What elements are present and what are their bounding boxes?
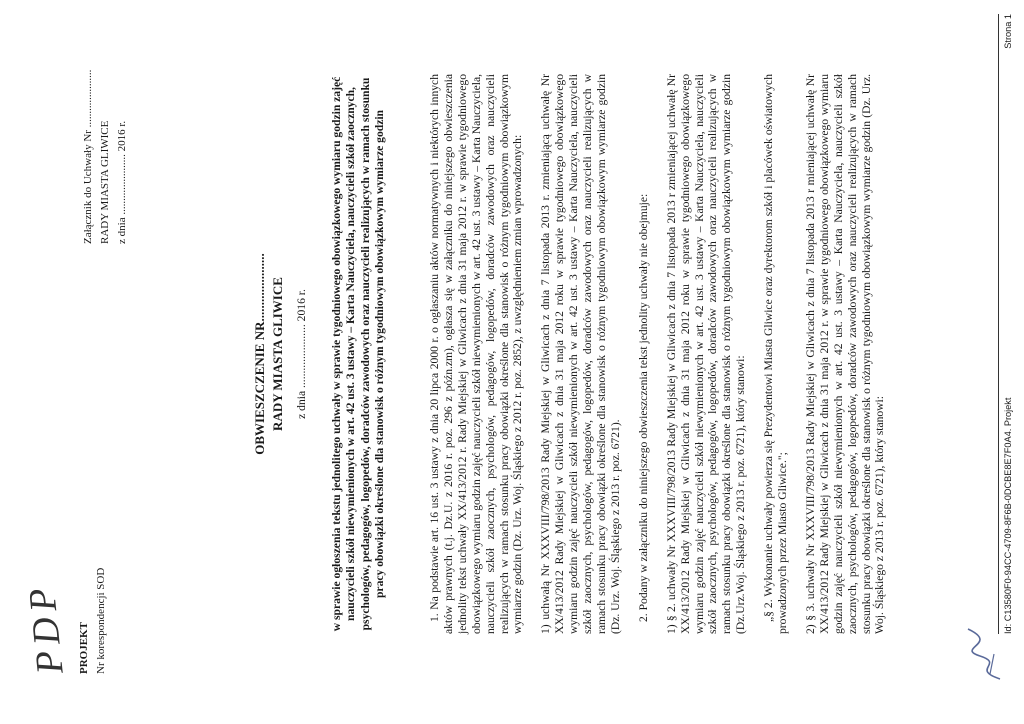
document-subject: w sprawie ogłoszenia tekstu jednolitego uchwały w sprawie tygodniowego obowiązkowego wymiaru godzin zajęć nauczycieli szkół niewymienionych w art. 42 ust. 3 ustawy – Karta Nauczyciela, nauczycieli szkół zaocznych, psychologów, pedagogów, logopedów, doradców zawodowych oraz nauczycieli realizujących w ramach stosunku pracy obowiązki określone dla stanowisk o różnym tygodniowym obowiązkowym wymiarze godzin (330, 76, 387, 632)
attachment-date: z dnia ...................... 2016 r. (116, 120, 129, 244)
paragraph-1: 1. Na podstawie art. 16 ust. 3 ustawy z dnia 20 lipca 2000 r. o ogłaszaniu aktów normatywnych i niektórych innych aktów prawnych (t.j. Dz.U. z 2016 r. poz. 296 z późn.zm), ogłasza się w załączniku do niniejszego obwieszczenia jednolity tekst uchwały XX/413/2012 r. Rady Miejskiej w Gliwicach z dnia 31 maja 2012 r. w sprawie tygodniowego obowiązkowego wymiaru godzin zajęć nauczycieli szkół niewymienionych w art. 42 ust. 3 ustawy – Karta Nauczyciela, nauczycieli szkół zaocznych, psychologów, pedagogów, logopedów, doradców zawodowych oraz nauczycieli realizujących w ramach stosunku pracy obowiązki określone dla stanowisk o różnym tygodniowym obowiązkowym wymiarze godzin (Dz. Urz. Woj. Śląskiego z 2012 r. poz. 2852), z uwzględnieniem zmian wprowadzonych: (428, 74, 525, 634)
title-line-1: OBWIESZCZENIE NR..................... (252, 253, 267, 455)
paragraph-5: „§ 2. Wykonanie uchwały powierza się Prezydentowi Miasta Gliwice oraz dyrektorom szkół i placówek oświatowych prowadzonych przez Miasto Gliwice."; (762, 74, 790, 634)
paragraph-6: 2) § 3. uchwały Nr XXXVIII/798/2013 Rady Miejskiej w Gliwicach z dnia 7 listopada 2013 r mieniającej uchwałę Nr XX/413/2012 Rady Miejskiej w Gliwicach z dnia 31 maja 2012 r. w sprawie tygodniowego obowiązkowego wymiaru godzin zajęć nauczycieli szkół niewymienionych w art. 42 ust. 3 ustawy – Karta Nauczyciela, nauczycieli szkół zaocznych, psychologów, pedagogów, logopedów, doradców zawodowych oraz nauczycieli realizujących w ramach stosunku pracy obowiązki określone dla stanowisk o różnym tygodniowym obowiązkowym wymiarze godzin (Dz. Urz. Woj. Śląskiego z 2013 r. poz. 6721), który stanowi: (803, 74, 887, 634)
document-title (252, 144, 309, 564)
attachment-header (82, 14, 130, 244)
footer-page-number: Strona 1 (1003, 14, 1013, 49)
correspondence-number-label: Nr korespondencji SOD (95, 567, 107, 674)
paragraph-4: 1) § 2. uchwały Nr XXXVIII/798/2013 Rady Miejskiej w Gliwicach z dnia 7 listopada 2013 r zmieniającej uchwałę Nr XX/413/2012 Rady Miejskiej w Gliwicach z dnia 31 maja 2012 roku w sprawie tygodniowego obowiązkowego wymiaru godzin zajęć nauczycieli szkół niewymienionych w art. 42 ust. 3 ustawy – Karta Nauczyciela, nauczycieli szkół zaocznych, psychologów, pedagogów, logopedów, doradców zawodowych oraz nauczycieli realizujących w ramach stosunku pracy obowiązki określone dla stanowisk o różnym tygodniowym obowiązkowym wymiarze godzin (Dz.Urz.Woj. Śląskiego z 2013 r. poz. 6721), który stanowi: (664, 74, 748, 634)
title-line-3: z dnia ...................... 2016 r. (295, 289, 309, 419)
footer-rule (998, 14, 999, 634)
projekt-label: PROJEKT (78, 622, 90, 674)
handwritten-mark: PDP (20, 580, 72, 677)
paragraph-3: 2. Podany w załączniku do niniejszego obwieszczenia tekst jednolity uchwały nie obejmuje: (636, 193, 650, 622)
attachment-label: Załącznik do Uchwały Nr ..................... (82, 69, 94, 244)
footer-document-id: Id: C13580F0-94CC-4709-8F6B-0DCBE8E7F0A4. Projekt (1003, 397, 1013, 634)
paragraph-2: 1) uchwałą Nr XXXVIII/798/2013 Rady Miejskiej w Gliwicach z dnia 7 listopada 2013 r. zmieniającą uchwałę Nr XX/413/2012 Rady Miejskiej w Gliwicach z dnia 31 maja 2012 roku w sprawie tygodniowego obowiązkowego wymiaru godzin zajęć nauczycieli szkół niewymienionych w art. 42 ust. 3 ustawy – Karta Nauczyciela, nauczycieli szkół zaocznych, psychologów, pedagogów, logopedów, doradców zawodowych oraz nauczycieli realizujących w ramach stosunku pracy obowiązki określone dla stanowisk o różnym tygodniowym obowiązkowym wymiarze godzin (Dz. Urz. Woj. Śląskiego z 2013 r. poz. 6721). (539, 74, 622, 634)
title-line-2: RADY MIASTA GLIWICE (269, 277, 285, 431)
document-body (428, 74, 887, 634)
council-name: RADY MIASTA GLIWICE (99, 120, 112, 244)
